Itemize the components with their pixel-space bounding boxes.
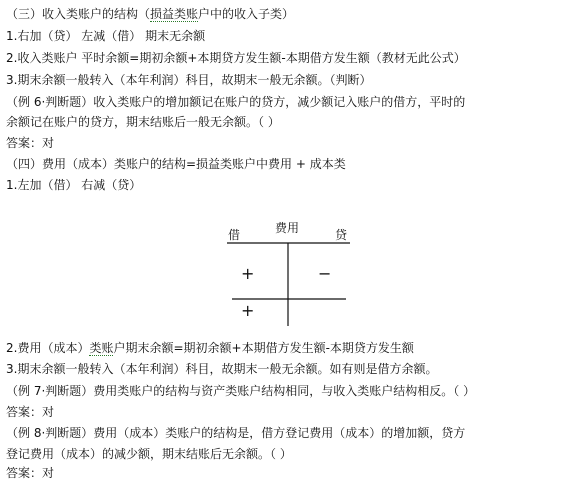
income-rule-2: 2.收入类账户 平时余额=期初余额+本期贷方发生额-本期借方发生额（教材无此公式）: [6, 51, 466, 65]
income-rule-3: 3.期末余额一般转入（本年利润）科目，故期末一般无余额。（判断）: [6, 73, 372, 87]
heading-expense-accounts: （四）费用（成本）类账户的结构=损益类账户中费用 + 成本类: [6, 157, 346, 171]
example-6-question-line-1: （例 6·判断题）收入类账户的增加额记在账户的贷方，减少额记入账户的借方，平时的: [6, 95, 466, 109]
example-6-question-line-2: 余额记在账户的贷方，期末结账后一般无余额。（ ）: [6, 115, 280, 129]
expense-rule-2-text-b: 户期末余额=期初余额+本期借方发生额-本期贷方发生额: [113, 341, 414, 355]
t-account-title: 费用: [275, 221, 300, 235]
t-account-bottom-plus: +: [241, 301, 255, 320]
expense-rule-2: [6, 340, 414, 356]
expense-rule-2-underlined: 类账: [89, 341, 114, 355]
example-8-answer: 答案：对: [6, 466, 55, 480]
t-account-left-plus: +: [241, 264, 255, 283]
example-8-question-line-2: 登记费用（成本）的减少额，期末结账后无余额。（ ）: [6, 447, 292, 461]
example-7-answer: 答案：对: [6, 405, 55, 419]
heading-income-text-a: （三）收入类账户的结构（: [6, 7, 151, 21]
expense-rule-3: 3.期末余额一般转入（本年利润）科目，故期末一般无余额。如有则是借方余额。: [6, 362, 438, 376]
t-account-credit-label: 贷: [335, 228, 348, 242]
expense-rule-2-text-a: 2.费用（成本）: [6, 341, 90, 355]
heading-income-underlined: 损益类账: [150, 7, 199, 21]
t-account-right-minus: −: [318, 264, 332, 283]
heading-income-text-b: 户中的收入子类）: [198, 7, 295, 21]
example-8-question-line-1: （例 8·判断题）费用（成本）类账户的结构是，借方登记费用（成本）的增加额，贷方: [6, 426, 466, 440]
income-rule-1: 1.右加（贷） 左减（借） 期末无余额: [6, 29, 206, 43]
example-6-answer: 答案：对: [6, 136, 55, 150]
expense-rule-1: 1.左加（借） 右减（贷）: [6, 178, 142, 192]
example-7-question: （例 7·判断题）费用类账户的结构与资产类账户结构相同，与收入类账户结构相反。（ ）: [6, 384, 476, 398]
t-account-debit-label: 借: [228, 228, 241, 242]
